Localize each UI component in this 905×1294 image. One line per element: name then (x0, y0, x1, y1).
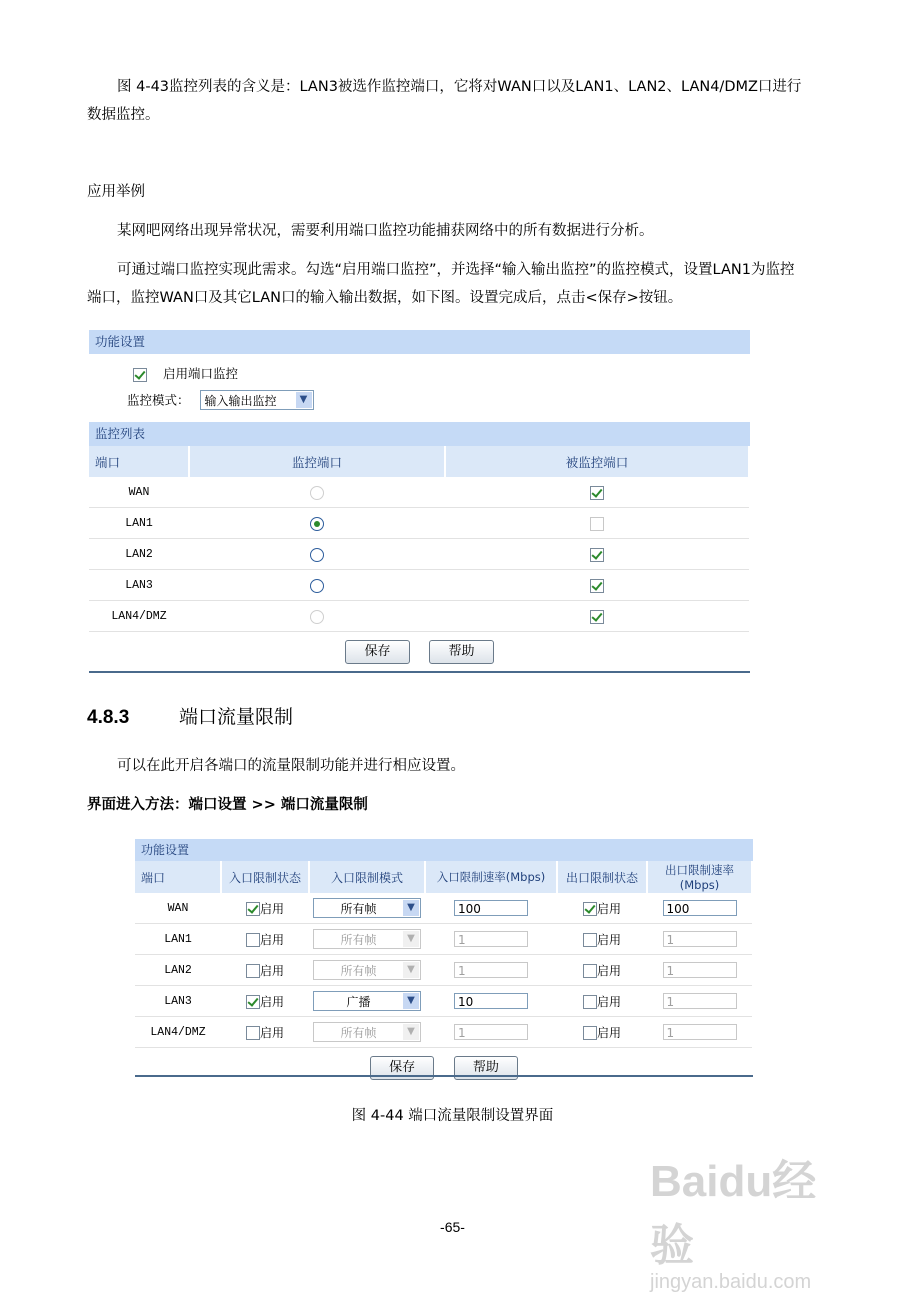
monitor-mode-value: 输入输出监控 (204, 393, 277, 408)
col-header-ingress-mode: 入口限制模式 (309, 861, 425, 893)
help-button[interactable]: 帮助 (429, 640, 493, 664)
monitor-mode-select[interactable] (200, 390, 314, 410)
monitor-port-radio[interactable] (310, 579, 324, 593)
col-header-port: 端口 (135, 861, 221, 893)
monitored-port-checkbox[interactable] (590, 579, 604, 593)
egress-rate-input[interactable]: 100 (663, 900, 737, 916)
watermark-brand: Baidu经验 (650, 1157, 817, 1270)
table-row (89, 570, 749, 601)
enable-label: 启用 (596, 994, 621, 1009)
egress-enable-checkbox[interactable] (583, 1026, 597, 1040)
col-header-ingress-status: 入口限制状态 (221, 861, 309, 893)
enable-label: 启用 (596, 963, 621, 978)
table-row (135, 893, 752, 924)
chevron-down-icon: ▼ (403, 1024, 419, 1040)
monitor-mode-row (127, 390, 314, 410)
table-row (135, 986, 752, 1017)
figure-caption: 图 4-44 端口流量限制设置界面 (351, 1108, 554, 1124)
ingress-rate-input[interactable]: 1 (454, 1024, 528, 1040)
monitor-mode-label: 监控模式： (127, 392, 190, 408)
monitor-port-radio[interactable] (310, 548, 324, 562)
ingress-mode-value: 广播 (346, 994, 371, 1009)
enable-label: 启用 (596, 932, 621, 947)
enable-label: 启用 (596, 1025, 621, 1040)
ingress-rate-input[interactable]: 1 (454, 931, 528, 947)
table-row (89, 601, 749, 632)
egress-enable-checkbox[interactable] (583, 964, 597, 978)
col-header-monitor-port: 监控端口 (189, 446, 445, 477)
egress-rate-input[interactable]: 1 (663, 931, 737, 947)
table-row (89, 508, 749, 539)
table-row (89, 539, 749, 570)
ingress-rate-input[interactable]: 10 (454, 993, 528, 1009)
chevron-down-icon: ▼ (403, 900, 419, 916)
ingress-mode-value: 所有帧 (340, 932, 377, 947)
enable-label: 启用 (596, 901, 621, 916)
ingress-enable-checkbox[interactable] (246, 964, 260, 978)
port-name: LAN2 (89, 539, 189, 570)
enable-label: 启用 (259, 963, 284, 978)
port-name: LAN4/DMZ (89, 601, 189, 632)
watermark-url: jingyan.baidu.com (650, 1271, 812, 1293)
table-row (135, 924, 752, 955)
chevron-down-icon: ▼ (403, 962, 419, 978)
table-row (89, 477, 749, 508)
monitor-button-row (89, 632, 750, 672)
ingress-mode-value: 所有帧 (340, 963, 377, 978)
ingress-enable-checkbox[interactable] (246, 933, 260, 947)
ingress-mode-select[interactable] (313, 898, 421, 918)
enable-label: 启用 (259, 901, 284, 916)
rate-panel-bottom-divider (135, 1075, 753, 1077)
rate-button-row (135, 1048, 753, 1088)
port-name: LAN1 (135, 924, 221, 955)
rate-limit-table (135, 861, 753, 1048)
ingress-mode-select[interactable] (313, 960, 421, 980)
example-heading: 应用举例 (87, 184, 145, 200)
paragraph-instructions: 可通过端口监控实现此需求。勾选“启用端口监控”，并选择“输入输出监控”的监控模式，设置LAN1为监控端口，监控WAN口及其它LAN口的输入输出数据，如下图。设置完成后，点击<保存>按钮。 (87, 262, 795, 306)
monitored-port-checkbox[interactable] (590, 610, 604, 624)
egress-enable-checkbox[interactable] (583, 995, 597, 1009)
monitored-port-checkbox[interactable] (590, 517, 604, 531)
port-name: LAN1 (89, 508, 189, 539)
ingress-mode-select[interactable] (313, 929, 421, 949)
table-row (135, 1017, 752, 1048)
monitor-port-radio[interactable] (310, 610, 324, 624)
enable-monitor-label: 启用端口监控 (162, 366, 238, 381)
ingress-mode-value: 所有帧 (340, 1025, 377, 1040)
section-number: 4.8.3 (87, 707, 130, 728)
monitor-list-bar: 监控列表 (89, 422, 750, 446)
enable-label: 启用 (259, 932, 284, 947)
egress-rate-input[interactable]: 1 (663, 993, 737, 1009)
col-header-monitored-port: 被监控端口 (445, 446, 749, 477)
section-intro: 可以在此开启各端口的流量限制功能并进行相应设置。 (117, 758, 465, 774)
chevron-down-icon: ▼ (403, 993, 419, 1009)
col-header-egress-rate: 出口限制速率(Mbps) (647, 861, 752, 893)
navigation-path: 界面进入方法：端口设置 >> 端口流量限制 (87, 797, 368, 813)
monitor-port-radio[interactable] (310, 517, 324, 531)
ingress-mode-value: 所有帧 (340, 901, 377, 916)
chevron-down-icon: ▼ (296, 392, 312, 408)
ingress-enable-checkbox[interactable] (246, 1026, 260, 1040)
rate-limit-panel (135, 839, 753, 1088)
monitored-port-checkbox[interactable] (590, 548, 604, 562)
ingress-enable-checkbox[interactable] (246, 995, 260, 1009)
port-name: LAN2 (135, 955, 221, 986)
section-title: 端口流量限制 (179, 706, 294, 728)
monitor-settings-area (89, 354, 750, 422)
panel-bottom-divider (89, 671, 750, 673)
save-button[interactable]: 保存 (345, 640, 409, 664)
col-header-port: 端口 (89, 446, 189, 477)
port-name: LAN3 (135, 986, 221, 1017)
egress-rate-input[interactable]: 1 (663, 1024, 737, 1040)
chevron-down-icon: ▼ (403, 931, 419, 947)
port-name: LAN4/DMZ (135, 1017, 221, 1048)
ingress-enable-checkbox[interactable] (246, 902, 260, 916)
col-header-egress-status: 出口限制状态 (557, 861, 647, 893)
ingress-mode-select[interactable] (313, 1022, 421, 1042)
ingress-rate-input[interactable]: 100 (454, 900, 528, 916)
enable-monitor-row (133, 364, 238, 382)
egress-enable-checkbox[interactable] (583, 933, 597, 947)
port-name: WAN (89, 477, 189, 508)
table-row (135, 955, 752, 986)
egress-rate-input[interactable]: 1 (663, 962, 737, 978)
col-header-ingress-rate: 入口限制速率(Mbps) (425, 861, 557, 893)
rate-settings-bar: 功能设置 (135, 839, 753, 861)
port-name: LAN3 (89, 570, 189, 601)
help-button[interactable]: 帮助 (454, 1056, 518, 1080)
port-name: WAN (135, 893, 221, 924)
monitored-port-checkbox[interactable] (590, 486, 604, 500)
port-monitor-panel (89, 330, 750, 672)
egress-enable-checkbox[interactable] (583, 902, 597, 916)
page-number: -65- (440, 1219, 465, 1235)
monitor-list-table (89, 446, 750, 632)
section-heading (87, 702, 293, 729)
ingress-rate-input[interactable]: 1 (454, 962, 528, 978)
enable-label: 启用 (259, 1025, 284, 1040)
ingress-mode-select[interactable] (313, 991, 421, 1011)
paragraph-scenario: 某网吧网络出现异常状况，需要利用端口监控功能捕获网络中的所有数据进行分析。 (117, 223, 654, 239)
feature-settings-bar: 功能设置 (89, 330, 750, 354)
monitor-port-radio[interactable] (310, 486, 324, 500)
save-button[interactable]: 保存 (370, 1056, 434, 1080)
enable-monitor-checkbox[interactable] (133, 368, 147, 382)
paragraph-figure-explanation: 图 4-43监控列表的含义是：LAN3被选作监控端口，它将对WAN口以及LAN1、LAN2、LAN4/DMZ口进行数据监控。 (87, 79, 802, 123)
enable-label: 启用 (259, 994, 284, 1009)
